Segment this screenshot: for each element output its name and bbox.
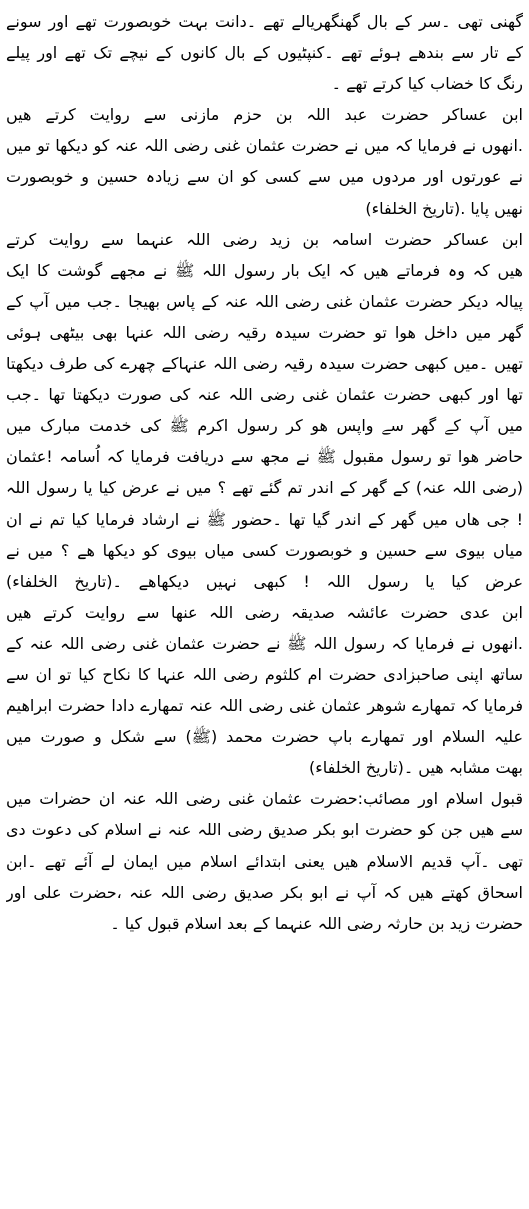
text-line: ابن عساکر حضرت اسامہ بن زید رضی اللہ عنہما سے روایت کرتے bbox=[6, 229, 523, 249]
text-line: پیالہ دیکر حضرت عثمان غنی رضی اللہ عنہ کے پاس بھیجا ۔جب میں آپ کے bbox=[6, 291, 523, 311]
text-line: (رضی اللہ عنہ) کے گھر کے اندر تم گئے تھے ؟ میں نے عرض کیا یا رسول اللہ bbox=[6, 478, 523, 498]
text-line: .انھوں نے فرمایا کہ رسول اللہ ﷺ نے حضرت عثمان غنی رضی اللہ عنہ کے bbox=[6, 633, 523, 653]
text-line: حضرت زید بن حارثہ رضی اللہ عنہما کے بعد اسلام قبول کیا ۔ bbox=[110, 913, 523, 933]
text-line: بھت مشابہ ھیں ۔(تاریخ الخلفاء) bbox=[308, 758, 523, 778]
text-line: کے تار سے بندھے ہوئے تھے ۔کنپٹیوں کے بال کانوں کے نیچے تک تھے اور پیلے bbox=[6, 43, 523, 63]
text-line: عرض کیا یا رسول اللہ ! کبھی نہیں دیکھاھے ۔(تاریخ الخلفاء) bbox=[6, 571, 523, 591]
text-line: میں آپ کے گھر سے واپس ھو کر رسول اکرم ﷺ کی خدمت مبارک میں bbox=[6, 416, 523, 436]
text-line: .انھوں نے فرمایا کہ میں نے حضرت عثمان غنی رضی اللہ عنہ کو دیکھا تو میں bbox=[6, 136, 523, 156]
text-line: ابن عدی حضرت عائشہ صدیقہ رضی اللہ عنھا سے روایت کرتے ھیں bbox=[6, 602, 523, 622]
text-line: تھا اور کبھی حضرت عثمان غنی رضی اللہ عنہ کی صورت دیکھتا تھا ۔جب bbox=[6, 385, 523, 405]
text-line: نے عورتوں اور مردوں میں سے کسی کو ان سے زیادہ حسین و خوبصورت bbox=[6, 167, 523, 187]
text-line: ابن عساکر حضرت عبد اللہ بن حزم مازنی سے روایت کرتے ھیں bbox=[6, 105, 523, 125]
text-line: حاضر ھوا تو رسول مقبول ﷺ نے مجھ سے دریافت فرمایا کہ اُسامہ !عثمان bbox=[6, 447, 523, 467]
text-line: ھیں کہ وہ فرماتے ھیں کہ ایک بار رسول اللہ ﷺ نے مجھے گوشت کا ایک bbox=[6, 260, 523, 280]
text-line: سے ھیں جن کو حضرت ابو بکر صدیق رضی اللہ عنہ نے اسلام کی دعوت دی bbox=[6, 820, 523, 840]
text-line: نھیں پایا .(تاریخ الخلفاء) bbox=[365, 198, 523, 218]
text-line: علیہ السلام اور تمھارے باپ حضرت محمد (ﷺ) سے شکل و صورت میں bbox=[6, 727, 523, 747]
text-line: اسحاق کھتے ھیں کہ آپ نے ابو بکر صدیق رضی اللہ عنہ ،حضرت علی اور bbox=[6, 882, 523, 902]
text-line: گھنی تھی ۔سر کے بال گھنگھریالے تھے ۔دانت بہت خوبصورت تھے اور سونے bbox=[6, 12, 523, 31]
text-line: قبول اسلام اور مصائب:حضرت عثمان غنی رضی اللہ عنہ ان حضرات میں bbox=[6, 789, 523, 809]
text-line: رنگ کا خضاب کیا کرتے تھے ۔ bbox=[331, 74, 523, 94]
text-line: گھر میں داخل ھوا تو حضرت سیدہ رقیہ رضی اللہ عنہا بھی بیٹھی ہوئی bbox=[6, 322, 523, 342]
text-line: تھی ۔آپ قدیم الاسلام ھیں یعنی ابتدائے اسلام میں ایمان لے آئے تھے ۔ابن bbox=[6, 851, 523, 871]
text-line: ! جی ھاں میں گھر کے اندر گیا تھا ۔حضور ﷺ نے ارشاد فرمایا کیا تم نے ان bbox=[6, 509, 523, 529]
text-line: میاں بیوی سے حسین و خوبصورت کسی میاں بیوی کو دیکھا ھے ؟ میں نے bbox=[6, 540, 523, 560]
text-line: تھیں ۔میں کبھی حضرت سیدہ رقیہ رضی اللہ عنہاکے چھرے کی طرف دیکھتا bbox=[6, 354, 523, 374]
text-line: فرمایا کہ تمھارے شوھر عثمان غنی رضی اللہ عنہ تمھارے دادا حضرت ابراھیم bbox=[6, 696, 523, 716]
text-line: ساتھ اپنی صاحبزادی حضرت ام کلثوم رضی اللہ عنہا کا نکاح کیا تو ان سے bbox=[6, 664, 523, 684]
